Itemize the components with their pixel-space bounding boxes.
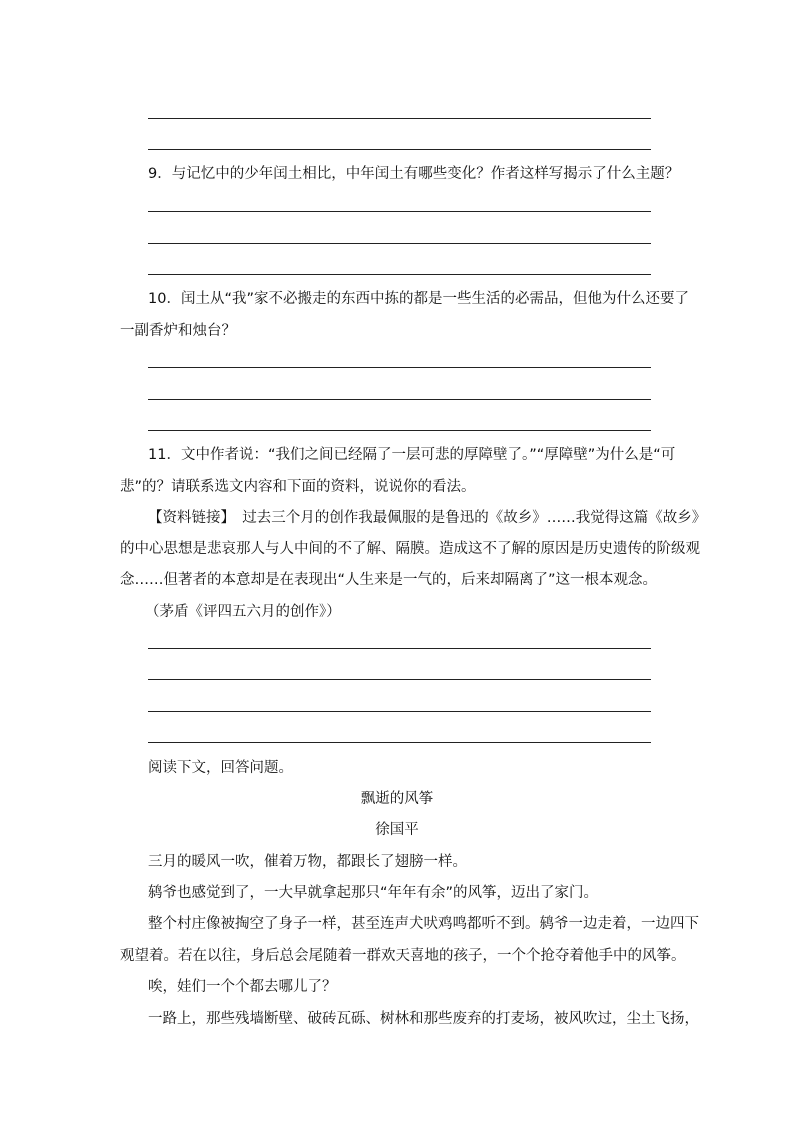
answer-line xyxy=(148,243,651,244)
material-link-line1: 【资料链接】 过去三个月的创作我最佩服的是鲁迅的《故乡》……我觉得这篇《故乡》 xyxy=(148,510,707,526)
answer-line xyxy=(148,711,651,712)
answer-line xyxy=(148,648,651,649)
question-9: 9．与记忆中的少年闰土相比，中年闰土有哪些变化？作者这样写揭示了什么主题？ xyxy=(148,166,680,182)
passage-paragraph-4: 唉，娃们一个个都去哪儿了？ xyxy=(148,979,337,995)
question-10-line2: 一副香炉和烛台？ xyxy=(120,323,236,339)
passage-paragraph-1: 三月的暖风一吹，催着万物，都跟长了翅膀一样。 xyxy=(148,854,467,870)
answer-line xyxy=(148,211,651,212)
answer-line xyxy=(148,399,651,400)
answer-line xyxy=(148,118,651,119)
answer-line xyxy=(148,367,651,368)
passage-paragraph-2: 鸫爷也感觉到了，一大早就拿起那只“年年有余”的风筝，迈出了家门。 xyxy=(148,885,599,901)
passage-author: 徐国平 xyxy=(375,822,419,838)
question-11-line1: 11．文中作者说：“我们之间已经隔了一层可悲的厚障壁了。”“厚障壁”为什么是“可 xyxy=(148,447,676,463)
passage-paragraph-3-line2: 观望着。若在以往，身后总会尾随着一群欢天喜地的孩子，一个个抢夺着他手中的风筝。 xyxy=(120,948,686,964)
passage-title: 飘逝的风筝 xyxy=(360,791,434,807)
answer-line xyxy=(148,679,651,680)
reading-instruction: 阅读下文，回答问题。 xyxy=(148,760,293,776)
answer-line xyxy=(148,274,651,275)
answer-line xyxy=(148,742,651,743)
passage-paragraph-5: 一路上，那些残墙断壁、破砖瓦砾、树林和那些废弃的打麦场，被风吹过，尘土飞扬， xyxy=(148,1011,699,1027)
material-source: （茅盾《评四五六月的创作》） xyxy=(145,604,341,620)
material-link-line3: 念……但著者的本意却是在表现出“人生来是一气的，后来却隔离了”这一根本观念。 xyxy=(120,572,658,588)
question-11-line2: 悲”的？请联系选文内容和下面的资料，说说你的看法。 xyxy=(120,479,476,495)
question-10-line1: 10．闰土从“我”家不必搬走的东西中拣的都是一些生活的必需品，但他为什么还要了 xyxy=(148,291,689,307)
material-link-line2: 的中心思想是悲哀那人与人中间的不了解、隔膜。造成这不了解的原因是历史遗传的阶级观 xyxy=(120,541,700,557)
passage-paragraph-3-line1: 整个村庄像被掏空了身子一样，甚至连声犬吠鸡鸣都听不到。鸫爷一边走着，一边四下 xyxy=(148,916,699,932)
answer-line xyxy=(148,430,651,431)
answer-line xyxy=(148,149,651,150)
